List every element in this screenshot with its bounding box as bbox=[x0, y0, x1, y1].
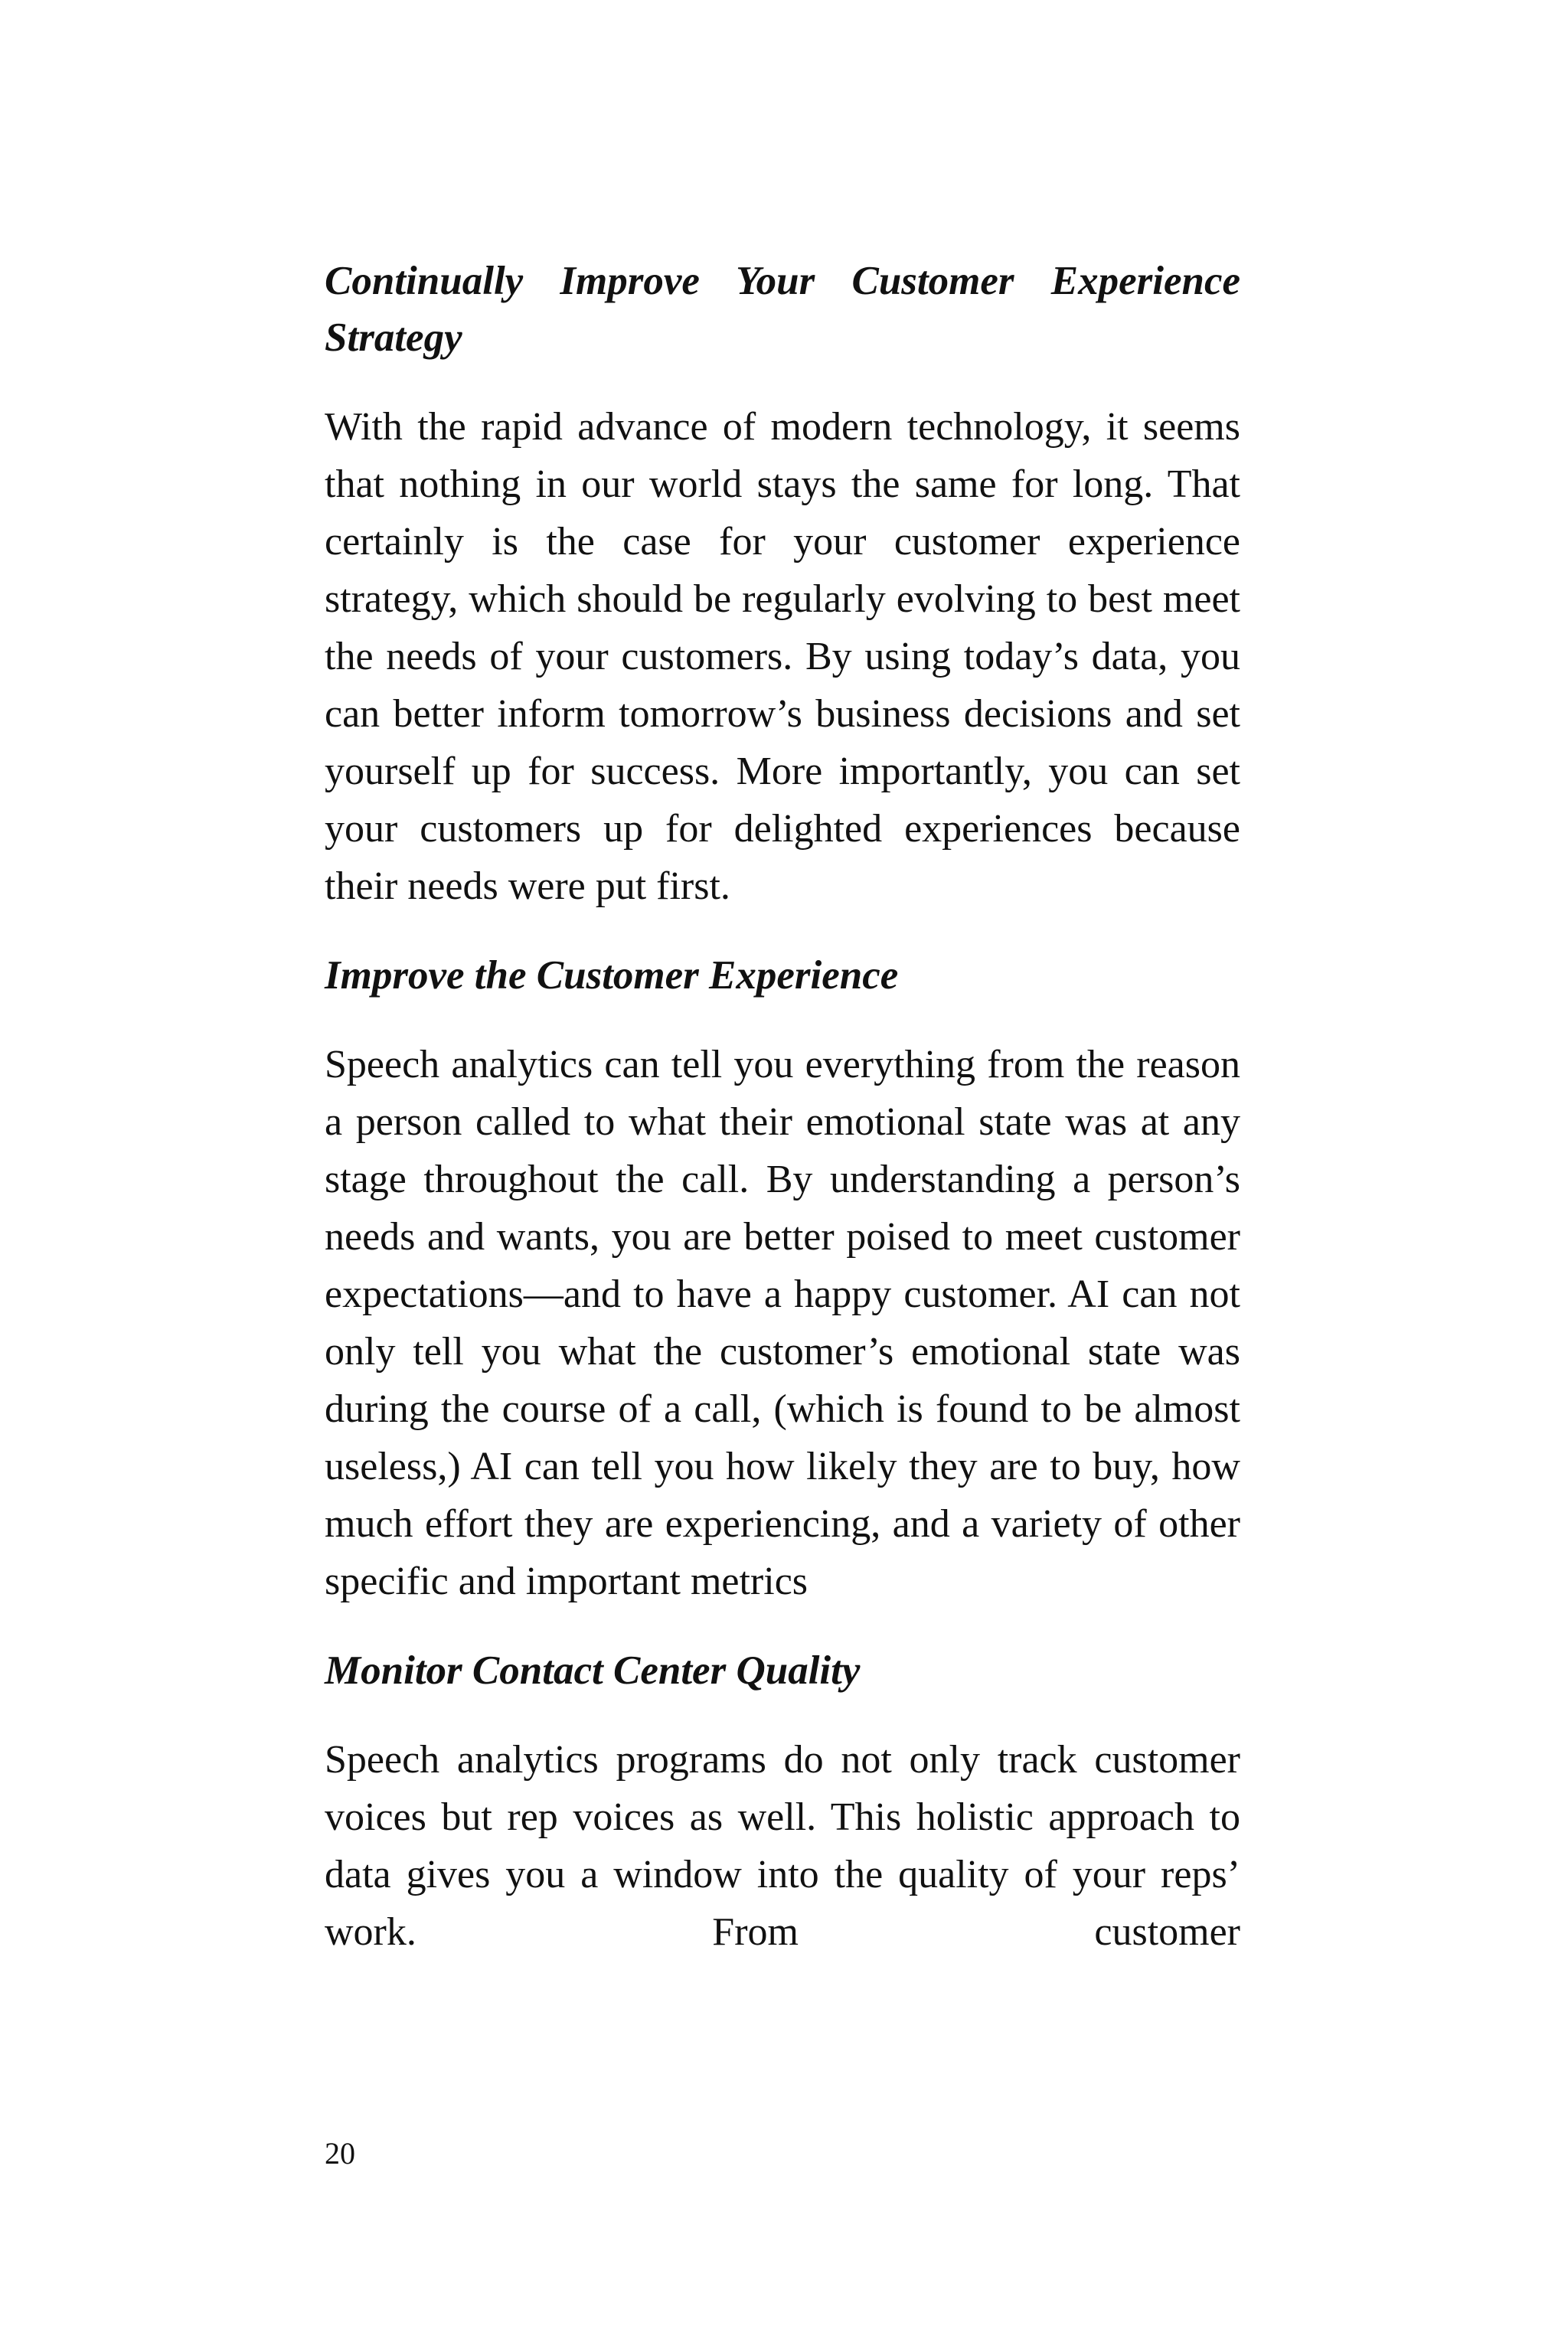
page-number: 20 bbox=[325, 2136, 355, 2171]
section-body-cx-strategy: With the rapid advance of modern technology, it seems that nothing in our world stays the same for long. That certainly is the case for your customer experience strategy, which should be regularly evolving to best meet the needs of your customers. By using today’s data, you can better inform tomorrow’s business decisions and set yourself up for success. More importantly, you can set your customers up for delighted experiences because their needs were put first. bbox=[325, 405, 1240, 908]
section-heading-contact-center-quality: Monitor Contact Center Quality bbox=[325, 1648, 861, 1693]
section-heading-cx-strategy: Continually Improve Your Customer Experience Strategy bbox=[325, 259, 1240, 360]
section-heading-improve-cx: Improve the Customer Experience bbox=[325, 953, 899, 998]
section-body-contact-center-quality: Speech analytics programs do not only track customer voices but rep voices as well. This holistic approach to data gives you a window into the quality of your reps’ work. From customer bbox=[325, 1738, 1240, 1954]
section-body-improve-cx: Speech analytics can tell you everything from the reason a person called to what their emotional state was at any stage throughout the call. By understanding a person’s needs and wants, you are better poised to meet customer expectations—and to have a happy customer. AI can not only tell you what the customer’s emotional state was during the course of a call, (which is found to be almost useless,) AI can tell you how likely they are to buy, how much effort they are experiencing, and a variety of other specific and important metrics bbox=[325, 1043, 1240, 1603]
page-content bbox=[325, 253, 1240, 1993]
